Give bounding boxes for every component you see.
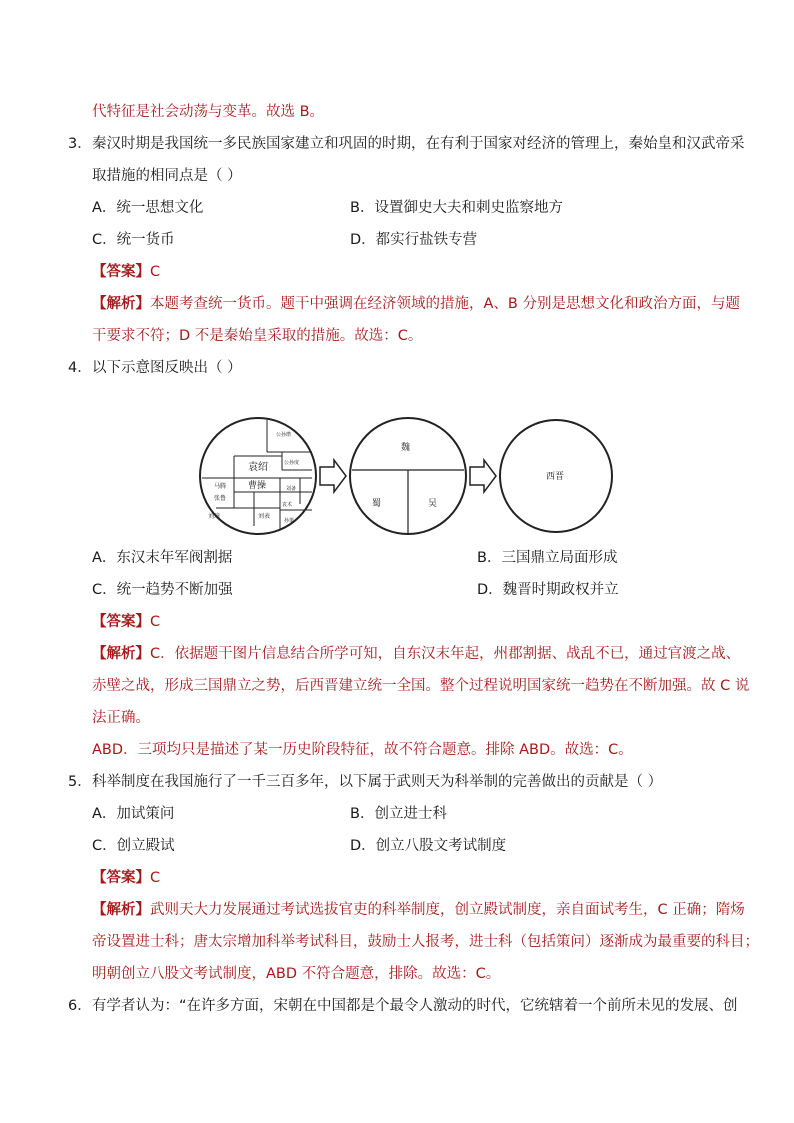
q5-number: 5． xyxy=(68,774,92,790)
diagram-circle-warlords xyxy=(200,418,316,534)
q3-option-a: A．统一思想文化 xyxy=(92,200,204,216)
q5-answer-value: C xyxy=(150,870,161,886)
q3-option-c: C．统一货币 xyxy=(92,232,175,248)
label-liuzhang: 刘璋 xyxy=(208,513,221,520)
q4-option-c: C．统一趋势不断加强 xyxy=(92,582,233,598)
q4-analysis-line2: 赤壁之战，形成三国鼎立之势，后西晋建立统一全国。整个过程说明国家统一趋势在不断加强。故 C 说 xyxy=(92,678,750,694)
q3-stem-line2: 取措施的相同点是（ ） xyxy=(92,168,242,184)
diagram-circle-three-kingdoms xyxy=(350,418,466,534)
q4-number: 4． xyxy=(68,360,92,376)
q4-option-a: A．东汉末年军阀割据 xyxy=(92,550,233,566)
q4-analysis-line3: 法正确。 xyxy=(92,710,150,726)
q3-stem-line1: 秦汉时期是我国统一多民族国家建立和巩固的时期，在有利于国家对经济的管理上，秦始皇和汉武帝采 xyxy=(92,136,745,152)
label-xijin: 西晋 xyxy=(546,472,565,482)
q5-analysis-line3: 明朝创立八股文考试制度，ABD 不符合题意，排除。故选：C。 xyxy=(92,966,501,982)
q5-analysis-label: 【解析】 xyxy=(92,902,150,918)
q3-analysis-label: 【解析】 xyxy=(92,296,150,312)
label-caocao: 曹操 xyxy=(248,481,267,491)
label-sunce: 孙策 xyxy=(284,518,295,524)
q4-option-d: D．魏晋时期政权并立 xyxy=(477,582,619,598)
label-zhanglu: 张鲁 xyxy=(214,495,227,502)
q6-number: 6． xyxy=(68,998,92,1014)
label-wu: 吴 xyxy=(428,499,438,509)
q3-number: 3． xyxy=(68,136,92,152)
prev-analysis-tail: 代特征是社会动荡与变革。故选 B。 xyxy=(92,104,325,120)
q3-answer-label: 【答案】 xyxy=(92,264,150,280)
q5-analysis-line1 xyxy=(92,900,745,920)
q3-analysis-text1: 本题考查统一货币。题干中强调在经济领域的措施，A、B 分别是思想文化和政治方面，与题 xyxy=(150,296,740,312)
q3-answer xyxy=(92,262,160,282)
q4-schematic-diagram xyxy=(196,414,616,538)
q5-option-a: A．加试策问 xyxy=(92,806,175,822)
q3-answer-value: C xyxy=(150,264,161,280)
q4-analysis-text1: C．依据题干图片信息结合所学可知，自东汉末年起，州郡割据、战乱不已，通过官渡之战、 xyxy=(150,646,741,662)
q4-answer-value: C xyxy=(150,614,161,630)
label-gongsunzan: 公孙瓒 xyxy=(276,432,292,438)
q4-stem: 以下示意图反映出（ ） xyxy=(92,360,242,376)
q4-analysis-line4: ABD．三项均只是描述了某一历史阶段特征，故不符合题意。排除 ABD。故选：C。 xyxy=(92,742,633,758)
label-gongsundu: 公孙度 xyxy=(284,460,300,466)
q5-option-c: C．创立殿试 xyxy=(92,838,175,854)
q5-analysis-line2: 帝设置进士科；唐太宗增加科举考试科目，鼓励士人报考，进士科（包括策问）逐渐成为最重要的科目； xyxy=(92,934,759,950)
label-yuanshao: 袁绍 xyxy=(248,462,268,473)
label-liubiao: 刘表 xyxy=(258,513,271,520)
q3-analysis-line1 xyxy=(92,294,740,314)
q3-option-d: D．都实行盐铁专营 xyxy=(350,232,478,248)
q4-option-b: B．三国鼎立局面形成 xyxy=(477,550,618,566)
q4-analysis-label: 【解析】 xyxy=(92,646,150,662)
label-shu: 蜀 xyxy=(372,499,382,509)
q4-answer xyxy=(92,612,160,632)
q5-stem: 科举制度在我国施行了一千三百多年，以下属于武则天为科举制的完善做出的贡献是（ ） xyxy=(92,774,663,790)
q3-option-b: B．设置御史大夫和刺史监察地方 xyxy=(350,200,563,216)
q3-analysis-line2: 干要求不符；D 不是秦始皇采取的措施。故选：C。 xyxy=(92,328,423,344)
label-liubei: 刘备 xyxy=(286,486,297,492)
q5-answer xyxy=(92,868,160,888)
arrow-right-icon xyxy=(320,460,346,492)
q4-answer-label: 【答案】 xyxy=(92,614,150,630)
q5-answer-label: 【答案】 xyxy=(92,870,150,886)
arrow-right-icon xyxy=(470,460,496,492)
diagram-circle-western-jin xyxy=(500,420,612,532)
label-matang: 马腾 xyxy=(214,483,227,490)
q6-stem: 有学者认为：“在许多方面，宋朝在中国都是个最令人激动的时代，它统辖着一个前所未见的发展、创 xyxy=(92,998,738,1014)
q4-analysis-line1 xyxy=(92,644,740,664)
q5-analysis-text1: 武则天大力发展通过考试选拔官吏的科举制度，创立殿试制度，亲自面试考生，C 正确；隋炀 xyxy=(150,902,745,918)
q5-option-d: D．创立八股文考试制度 xyxy=(350,838,507,854)
label-wei: 魏 xyxy=(401,443,411,453)
label-yuanshu: 袁术 xyxy=(282,502,293,508)
q5-option-b: B．创立进士科 xyxy=(350,806,447,822)
